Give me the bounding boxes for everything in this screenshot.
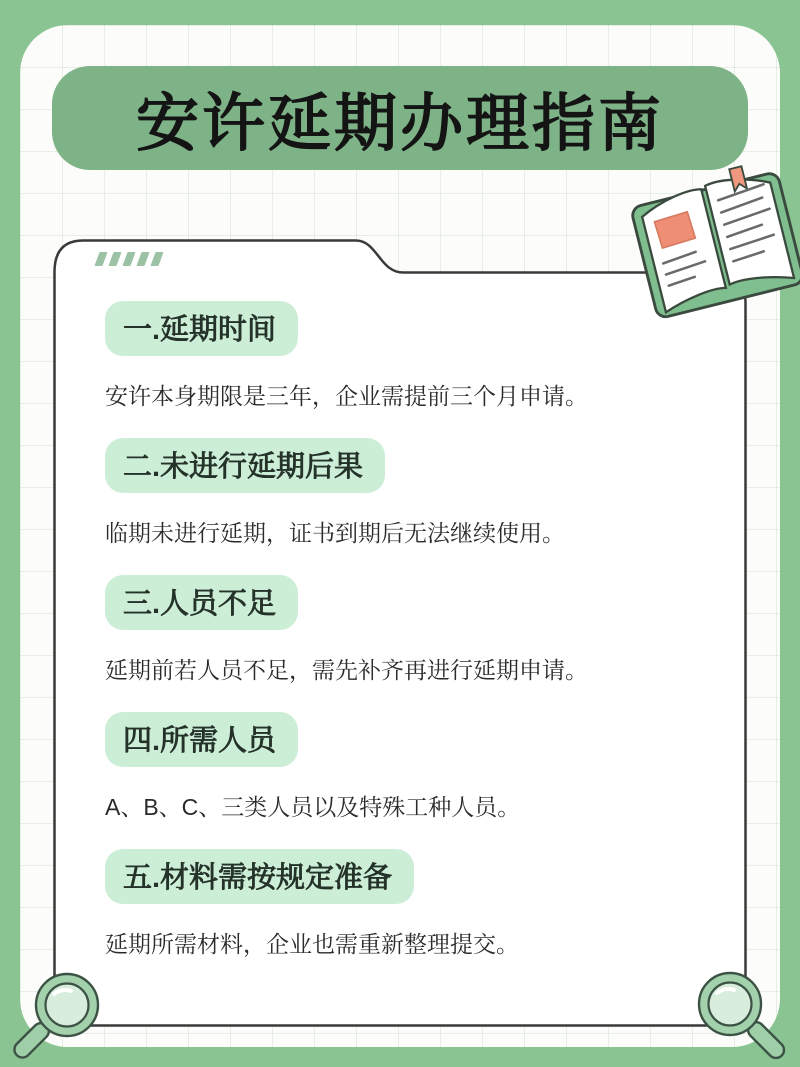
decoration-ticks — [97, 252, 161, 266]
section-heading: 三.人员不足 — [105, 575, 298, 630]
section-body: 延期前若人员不足，需先补齐再进行延期申请。 — [105, 657, 588, 683]
magnifier-icon — [8, 966, 128, 1066]
tick-mark — [122, 252, 135, 266]
section — [105, 849, 695, 959]
section-body: 延期所需材料，企业也需重新整理提交。 — [105, 931, 519, 957]
section — [105, 575, 695, 685]
title-banner — [52, 66, 748, 170]
section-heading: 一.延期时间 — [105, 301, 298, 356]
section — [105, 438, 695, 548]
section-heading: 五.材料需按规定准备 — [105, 849, 414, 904]
page-title: 安许延期办理指南 — [136, 88, 664, 159]
section-body: 安许本身期限是三年，企业需提前三个月申请。 — [105, 383, 588, 409]
tick-mark — [136, 252, 149, 266]
magnifier-icon — [668, 962, 800, 1067]
section-heading: 二.未进行延期后果 — [105, 438, 385, 493]
tick-mark — [94, 252, 107, 266]
section-heading: 四.所需人员 — [105, 712, 298, 767]
section — [105, 712, 695, 822]
tick-mark — [108, 252, 121, 266]
section-body: 临期未进行延期，证书到期后无法继续使用。 — [105, 520, 565, 546]
sections-list — [105, 301, 695, 986]
section — [105, 301, 695, 411]
section-body: A、B、C、三类人员以及特殊工种人员。 — [105, 794, 521, 820]
